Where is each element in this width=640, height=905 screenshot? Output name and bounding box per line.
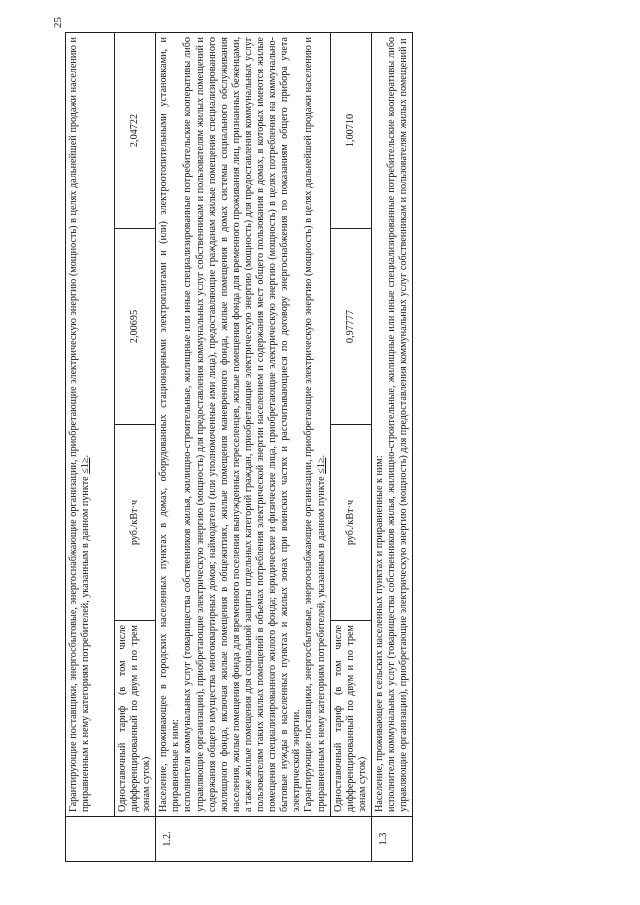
row-number-cell: 1.3 <box>371 817 412 862</box>
description-cell <box>371 33 412 817</box>
table-row <box>371 33 412 862</box>
row-body: исполнители коммунальных услуг (товарищества собственников жилья, жилищно-строительные, жилищные или иные специализированные потребительские кооперативы либо управляющие организации), приобретающие электрическую энергию (мощность) для предоставления коммунальных услуг собственникам и пользователям жилых помещений и <box>385 37 410 812</box>
value-period-1: 0,97777 <box>330 229 371 425</box>
value-period-2: 2,04722 <box>115 33 156 229</box>
row-heading: Население, проживающее в сельских населенных пунктах и приравненные к ним: <box>373 455 385 812</box>
rotated-page <box>65 32 593 862</box>
row-number-cell <box>66 817 156 862</box>
intro-text: Гарантирующие поставщики, энергосбытовые, энергоснабжающие организации, приобретающие электрическую энергию (мощность) в целях дальнейшей продажи населению и приравненным к нему категориям потребителей, указанным в данном пункте <box>68 37 92 812</box>
unit-cell: руб./кВт·ч <box>115 425 156 621</box>
row-number-cell: 1.2. <box>156 817 372 862</box>
reference-link[interactable]: ≤1≥ <box>315 457 327 474</box>
page-number: 25 <box>52 17 64 28</box>
value-period-1: 2,00695 <box>115 229 156 425</box>
reference-link[interactable]: ≤1≥ <box>80 457 92 474</box>
row-heading: Население, проживающее в городских населенных пунктах в домах, оборудованных стационарными электроплитами и (или) электроотопительными установками, и приравненные к ним: <box>158 37 182 812</box>
table-row <box>66 33 115 862</box>
tariff-label: Одноставочный тариф (в том числе дифференцированный по двум и по трем зонам суток) <box>115 621 156 817</box>
intro-cell: Гарантирующие поставщики, энергосбытовые, энергоснабжающие организации, приобретающие электрическую энергию (мощность) в целях дальнейшей продажи населению и приравненным к нему категориям потребителей, указанным в данном пункте ≤1≥. <box>66 33 115 817</box>
tariff-label: Одноставочный тариф (в том числе дифференцированный по двум и по трем зонам суток) <box>330 621 371 817</box>
row-intro: Гарантирующие поставщики, энергосбытовые, энергоснабжающие организации, приобретающие электрическую энергию (мощность) в целях дальнейшей продажи населению и приравненным к нему категориям потребителей, указанным в данном пункте ≤1≥. <box>303 37 327 812</box>
row-body: исполнители коммунальных услуг (товарищества собственников жилья, жилищно-строительные, жилищные или иные специализированные потребительские кооперативы либо управляющие организации), приобретающие электрическую энергию (мощность) для предоставления коммунальных услуг собственникам и пользователям жилых помещений и содержания общего имущества многоквартирных домов; наймодатели (или уполномоченные ими лица), предоставляющие гражданам жилые помещения специализированного жилищного фонда, включая жилые помещения в общежитиях, жилые помещения маневренного фонда, жилые помещения в домах системы социального обслуживания населения, жилые помещения фонда для временного поселения вынужденных переселенцев, жилые помещения фонда для временного проживания лиц, признанных беженцами, а также жилые помещения для социальной защиты отдельных категорий граждан, приобретающие электрическую энергию (мощность) для предоставления коммунальных услуг пользователям таких жилых помещений в объемах потребления электрической энергии населением и содержания мест общего пользования в домах, в которых имеются жилые помещения специализированного жилого фонда; юридические и физические лица, приобретающие электрическую энергию (мощность) в целях потребления на коммунально-бытовые нужды в населенных пунктах и жилых зонах при воинских частях и рассчитывающиеся по договору энергоснабжения по показаниям общего прибора учета электрической энергии. <box>182 37 303 812</box>
unit-cell: руб./кВт·ч <box>330 425 371 621</box>
tariff-table <box>65 32 413 862</box>
table-row <box>156 33 330 862</box>
table-row <box>330 33 371 862</box>
table-row <box>115 33 156 862</box>
description-cell <box>156 33 330 817</box>
value-period-2: 1,00710 <box>330 33 371 229</box>
